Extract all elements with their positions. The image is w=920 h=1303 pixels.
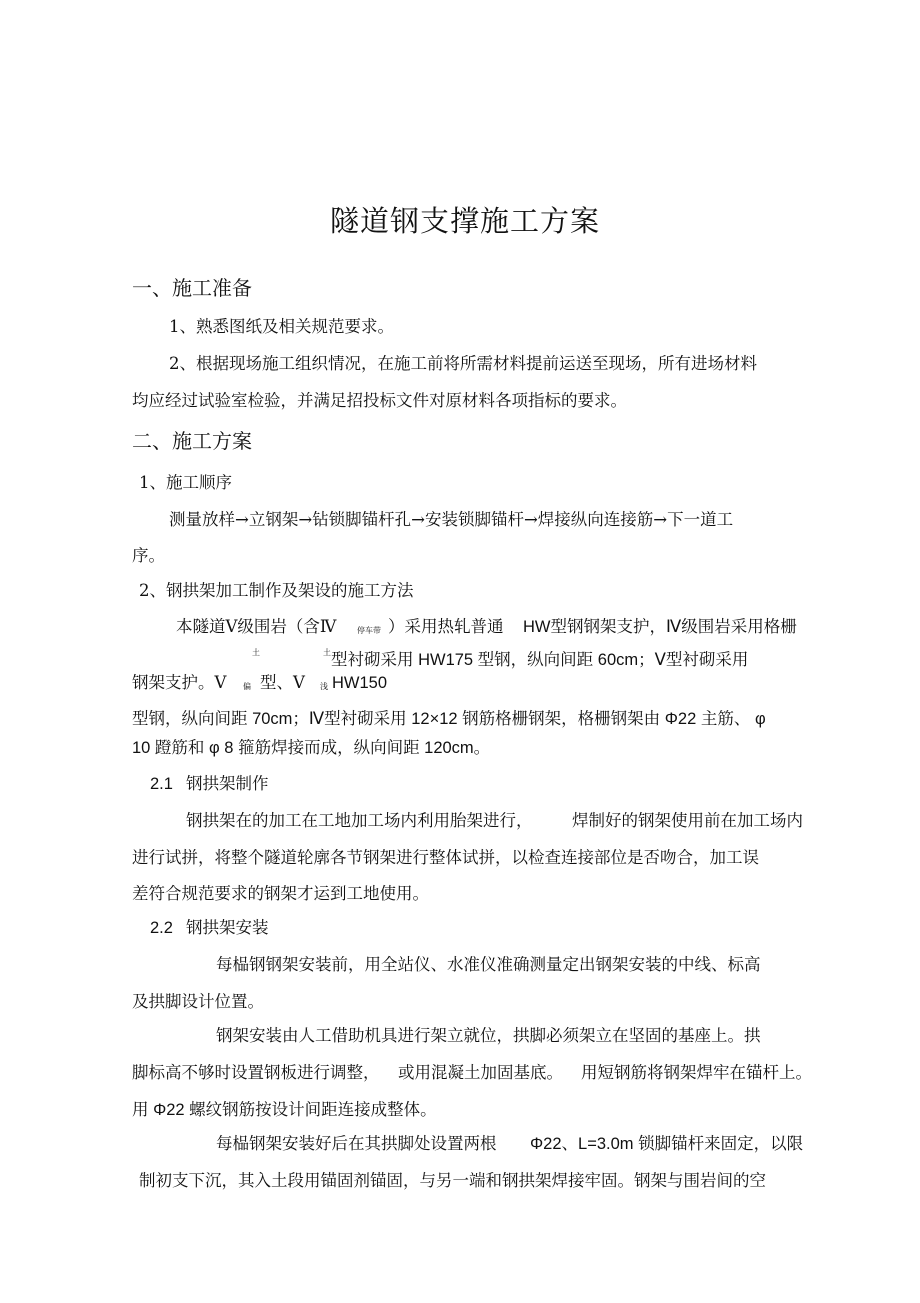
paragraph-segment: 每榀钢架安装好后在其拱脚处设置两根 [216,1134,497,1153]
subsection-heading-sequence: 1、施工顺序 [139,473,232,492]
tu-mark: 土 [323,648,331,657]
paragraph-segment: 钢架支护。Ⅴ [132,673,227,692]
subsection-number: 2.2 [150,919,173,937]
page-title: 隧道钢支撑施工方案 [330,204,601,238]
paragraph-line: 型钢，纵向间距 70cm；Ⅳ型衬砌采用 12×12 钢筋格栅钢架，格栅钢架由 Φ22 主筋、 φ [132,710,766,728]
paragraph-segment: 本隧道Ⅴ级围岩（含Ⅳ [176,617,337,636]
paragraph-line: 制初支下沉，其入土段用锚固剂锚固，与另一端和钢拱架焊接牢固。钢架与围岩间的空 [139,1171,766,1190]
subsection-heading-method: 2、钢拱架加工制作及架设的施工方法 [139,581,414,600]
paragraph-line: 差符合规范要求的钢架才运到工地使用。 [132,884,429,903]
tu-mark: 土 [252,648,260,657]
paragraph-line: 用 Φ22 螺纹钢筋按设计间距连接成整体。 [132,1101,437,1119]
paragraph-line: 测量放样→立钢架→钻锁脚锚杆孔→安装锁脚锚杆→焊接纵向连接筋→下一道工 [169,510,734,529]
paragraph-small-note: 浅 [320,682,328,691]
paragraph-line: 10 蹬筋和 φ 8 箍筋焊接而成，纵向间距 120cm。 [132,739,491,757]
paragraph-segment: 脚标高不够时设置钢板进行调整， [132,1063,380,1082]
paragraph-segment: 型、Ⅴ [260,673,305,692]
paragraph-line: 每榀钢钢架安装前，用全站仪、水准仪准确测量定出钢架安装的中线、标高 [216,955,761,974]
subsection-heading-installation: 钢拱架安装 [186,918,269,937]
paragraph-line: 及拱脚设计位置。 [132,992,264,1011]
paragraph-small-note: 偏 [243,682,251,691]
section-heading-preparation: 一、施工准备 [132,276,252,300]
paragraph-segment: 型衬砌采用 HW175 型钢，纵向间距 60cm；Ⅴ型衬砌采用 [331,651,749,669]
paragraph-line: 均应经过试验室检验，并满足招投标文件对原材料各项指标的要求。 [132,391,627,410]
section-heading-plan: 二、施工方案 [132,429,252,453]
subsection-number: 2.1 [150,775,173,793]
paragraph-line: 1、熟悉图纸及相关规范要求。 [169,317,394,336]
paragraph-segment: HW型钢钢架支护，Ⅳ级围岩采用格栅 [523,618,797,636]
paragraph-segment: Φ22、L=3.0m 锁脚锚杆来固定，以限 [530,1135,804,1153]
paragraph-segment: HW150 [332,674,388,692]
paragraph-small-note: 停车带 [357,626,381,635]
paragraph-line: 进行试拼，将整个隧道轮廓各节钢架进行整体试拼，以检查连接部位是否吻合，加工误 [132,848,759,867]
subsection-heading-fabrication: 钢拱架制作 [186,774,269,793]
paragraph-line: 钢架安装由人工借助机具进行架立就位，拱脚必须架立在坚固的基座上。拱 [216,1026,761,1045]
paragraph-segment: ）采用热轧普通 [388,617,504,636]
paragraph-segment: 焊制好的钢架使用前在加工场内 [572,811,803,830]
paragraph-segment: 用短钢筋将钢架焊牢在锚杆上。 [581,1063,812,1082]
paragraph-segment: 钢拱架在的加工在工地加工场内利用胎架进行， [186,811,533,830]
paragraph-segment: 或用混凝土加固基底。 [398,1063,563,1082]
paragraph-line: 序。 [132,546,165,565]
paragraph-line: 2、根据现场施工组织情况，在施工前将所需材料提前运送至现场，所有进场材料 [169,354,757,373]
